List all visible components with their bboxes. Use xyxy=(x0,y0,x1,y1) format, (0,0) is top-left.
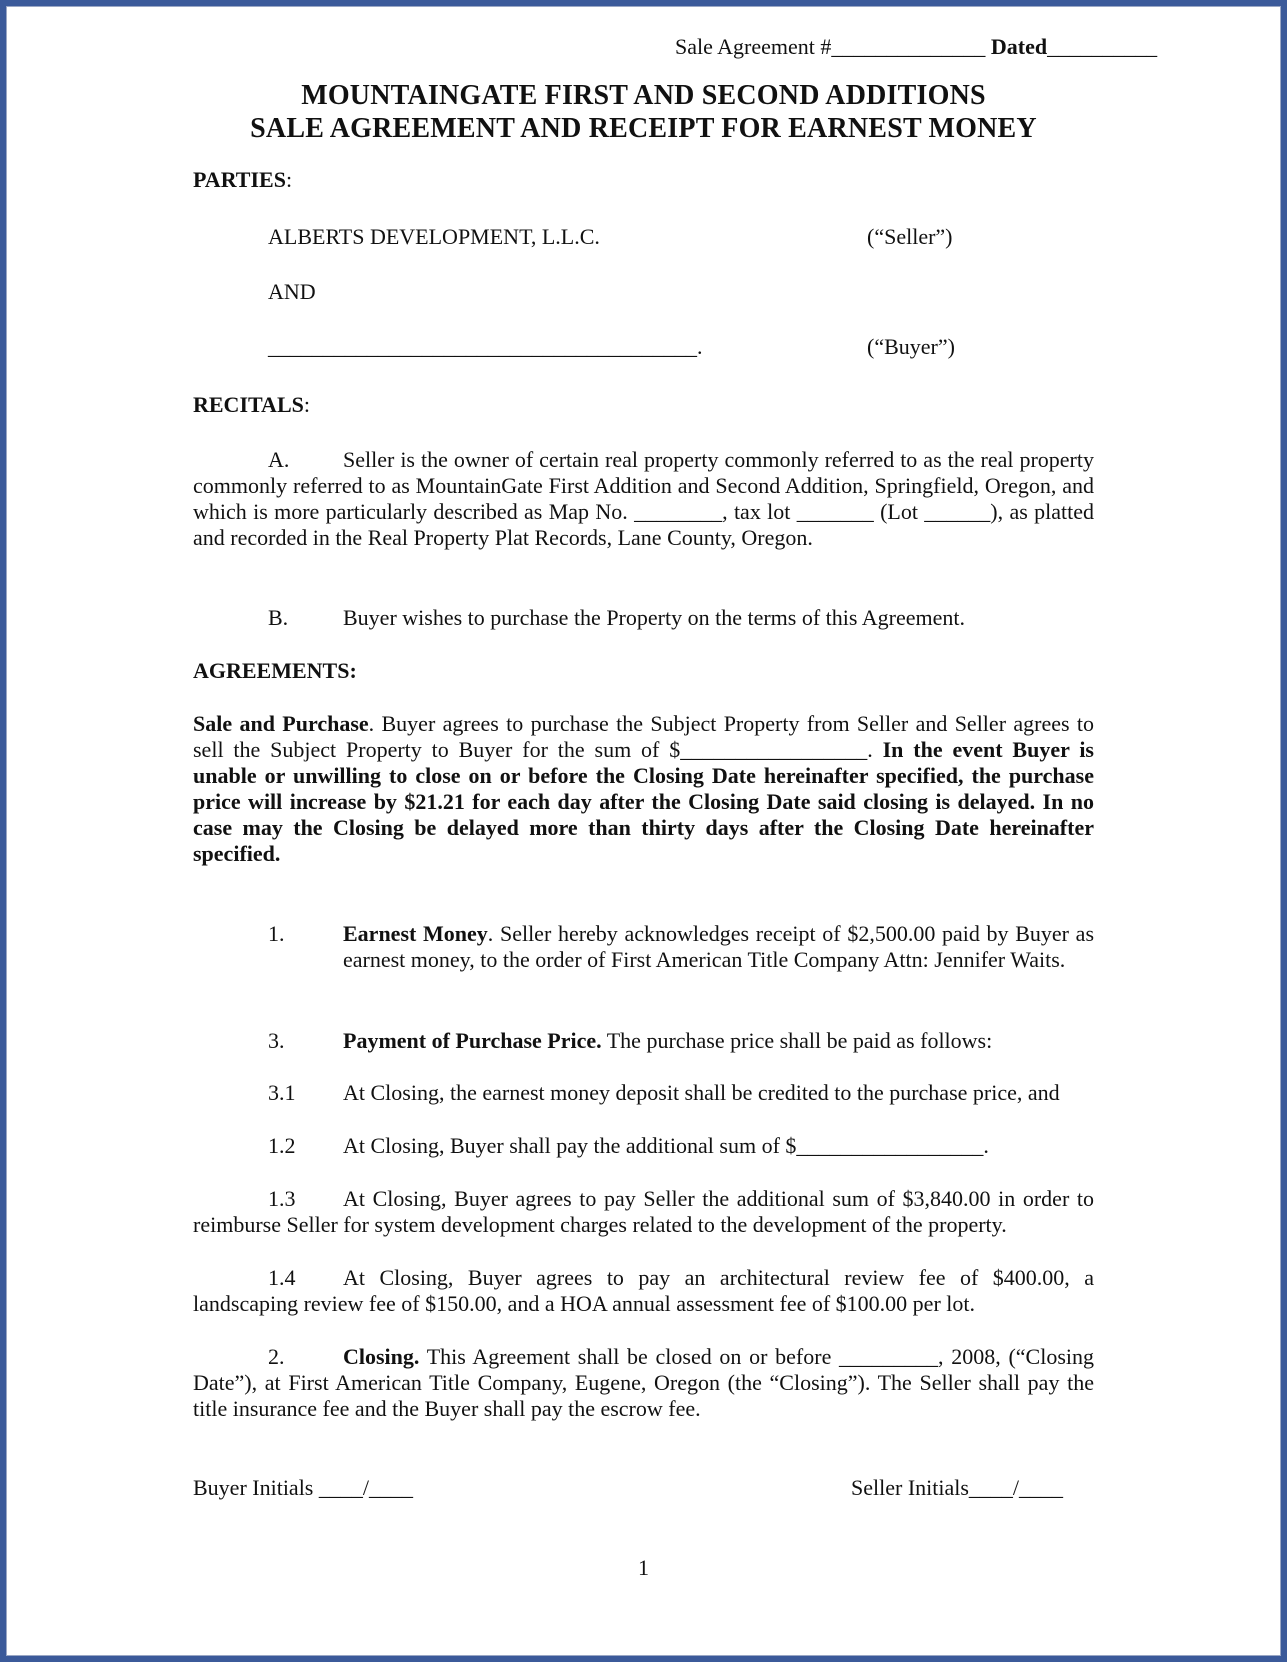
item-text: The purchase price shall be paid as follows: xyxy=(601,1028,993,1053)
parties-heading-text: PARTIES xyxy=(193,167,286,192)
recital-b xyxy=(193,605,1094,631)
item-text: At Closing, Buyer agrees to pay Seller the additional sum of $3,840.00 in order to reimburse Seller for system development charges related to the development of the property. xyxy=(193,1186,1094,1237)
item-label: 1.2 xyxy=(268,1133,296,1158)
sale-and-purchase-penalty: In the event Buyer is unable or unwilling to close on or before the Closing Date hereinafter specified, the purchase price will increase by $21.21 for each day after the Closing Date said closing is delayed. In no case may the Closing be delayed more than thirty days after the Closing Date hereinafter specified. xyxy=(193,737,1094,866)
item-earnest-money xyxy=(268,921,1094,973)
page-number: 1 xyxy=(638,1555,649,1580)
seller-name: ALBERTS DEVELOPMENT, L.L.C. xyxy=(268,224,600,249)
item-1-4 xyxy=(193,1265,1094,1317)
sale-and-purchase-text: . Buyer agrees to purchase the Subject Property from Seller and Seller agrees to sell the Subject Property to Buyer for the sum of $_________________. xyxy=(193,711,1095,762)
item-title: Earnest Money xyxy=(343,921,488,946)
parties-and: AND xyxy=(268,279,316,304)
recital-a-label: A. xyxy=(268,447,290,472)
sale-and-purchase-paragraph xyxy=(193,711,1094,867)
item-text: At Closing, Buyer agrees to pay an architectural review fee of $400.00, a landscaping review fee of $150.00, and a HOA annual assessment fee of $100.00 per lot. xyxy=(193,1265,1094,1316)
item-label: 3. xyxy=(268,1028,285,1053)
agreements-heading: AGREEMENTS: xyxy=(193,658,357,683)
seller-tag: (“Seller”) xyxy=(867,224,953,249)
parties-heading xyxy=(193,167,292,193)
item-1-2 xyxy=(268,1133,1094,1159)
dated-label: Dated xyxy=(990,34,1048,59)
item-3-1 xyxy=(268,1080,1094,1106)
item-text: This Agreement shall be closed on or before _________, 2008, (“Closing Date”), at First American Title Company, Eugene, Oregon (the “Closing”). The Seller shall pay the title insurance fee and the Buyer shall pay the escrow fee. xyxy=(193,1344,1094,1421)
recitals-heading-text: RECITALS xyxy=(193,392,304,417)
buyer-tag: (“Buyer”) xyxy=(867,334,955,359)
item-label: 2. xyxy=(268,1344,285,1369)
agreement-header xyxy=(675,34,1157,60)
item-text: At Closing, the earnest money deposit shall be credited to the purchase price, and xyxy=(343,1080,1060,1105)
recital-a-text: Seller is the owner of certain real property commonly referred to as the real property commonly referred to as MountainGate First Addition and Second Addition, Springfield, Oregon, and which is more particularly described as Map No. ________, tax lot _______ (Lot ______), as platted and recorded in the Real Property Plat Records, Lane County, Oregon. xyxy=(193,447,1094,550)
recitals-heading-colon: : xyxy=(303,392,310,417)
item-label: 1. xyxy=(268,921,285,946)
buyer-initials: Buyer Initials ____/____ xyxy=(193,1475,413,1500)
seller-initials: Seller Initials____/____ xyxy=(851,1475,1064,1500)
recitals-heading xyxy=(193,392,310,418)
recital-a xyxy=(193,447,1094,551)
item-label: 1.4 xyxy=(268,1265,296,1290)
item-label: 3.1 xyxy=(268,1080,296,1105)
item-closing xyxy=(193,1344,1094,1422)
dated-blank: __________ xyxy=(1047,34,1158,59)
item-1-3 xyxy=(193,1186,1094,1238)
item-text: At Closing, Buyer shall pay the additional sum of $_________________. xyxy=(343,1133,989,1158)
sale-and-purchase-title: Sale and Purchase xyxy=(193,711,369,736)
document-title-line-2: SALE AGREEMENT AND RECEIPT FOR EARNEST MONEY xyxy=(250,113,1037,144)
document-title-line-1: MOUNTAINGATE FIRST AND SECOND ADDITIONS xyxy=(301,80,986,111)
item-payment-of-purchase-price xyxy=(268,1028,1094,1054)
item-title: Payment of Purchase Price. xyxy=(343,1028,602,1053)
item-label: 1.3 xyxy=(268,1186,296,1211)
item-text: . Seller hereby acknowledges receipt of $2,500.00 paid by Buyer as earnest money, to the order of First American Title Company Attn: Jennifer Waits. xyxy=(343,921,1095,972)
recital-b-label: B. xyxy=(268,605,289,630)
parties-heading-colon: : xyxy=(285,167,293,192)
recital-b-text: Buyer wishes to purchase the Property on the terms of this Agreement. xyxy=(343,605,965,630)
item-title: Closing. xyxy=(343,1344,420,1369)
buyer-name-blank: _______________________________________. xyxy=(268,334,703,359)
agreement-number-label: Sale Agreement #______________ xyxy=(675,34,986,59)
